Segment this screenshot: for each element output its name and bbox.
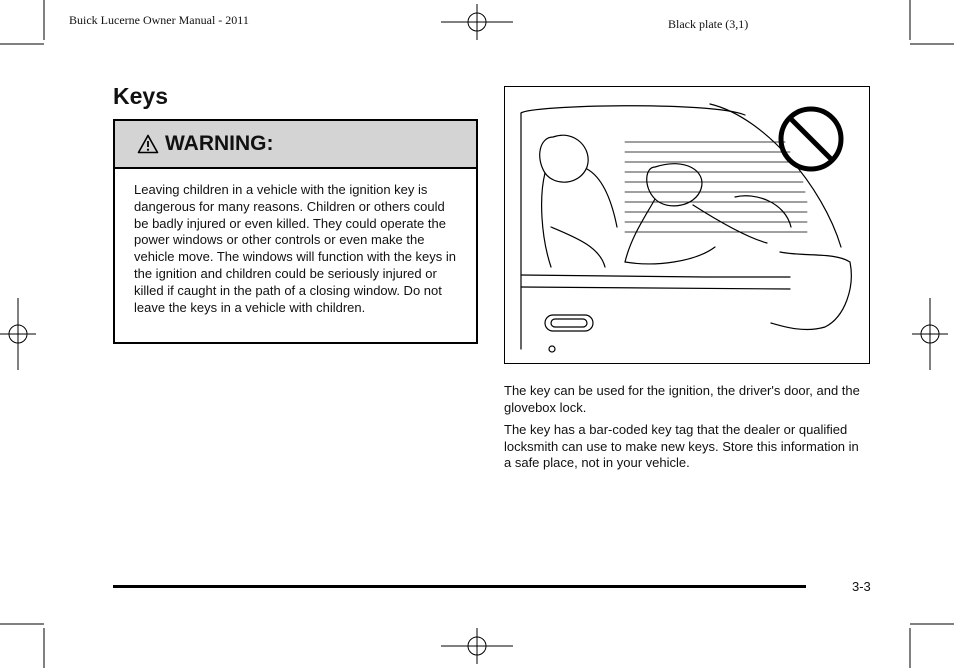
plate-label: Black plate (3,1) [668, 17, 749, 31]
key-usage-paragraph: The key can be used for the ignition, the driver's door, and the glovebox lock. [504, 383, 860, 415]
warning-triangle-icon [137, 134, 159, 154]
warning-header [115, 121, 476, 169]
warning-label: WARNING: [165, 132, 274, 155]
key-tag-paragraph: The key has a bar-coded key tag that the dealer or qualified locksmith can use to make new keys. Store this information in a safe place, not in your vehicle. [504, 422, 859, 470]
footer-rule [113, 585, 806, 588]
page-number: 3-3 [852, 579, 871, 594]
section-title: Keys [113, 83, 168, 109]
illustration-children-in-vehicle [504, 86, 870, 364]
warning-text: Leaving children in a vehicle with the ignition key is dangerous for many reasons. Children or others could be badly injured or even killed. They could operate the power windows or other controls or even make the vehicle move. The windows will function with the keys in the ignition and children could be seriously injured or killed if caught in the path of a closing window. Do not leave the keys in a vehicle with children. [134, 182, 457, 315]
running-header: Buick Lucerne Owner Manual - 2011 [69, 13, 249, 27]
warning-box [113, 119, 478, 344]
children-car-illustration [505, 87, 869, 363]
